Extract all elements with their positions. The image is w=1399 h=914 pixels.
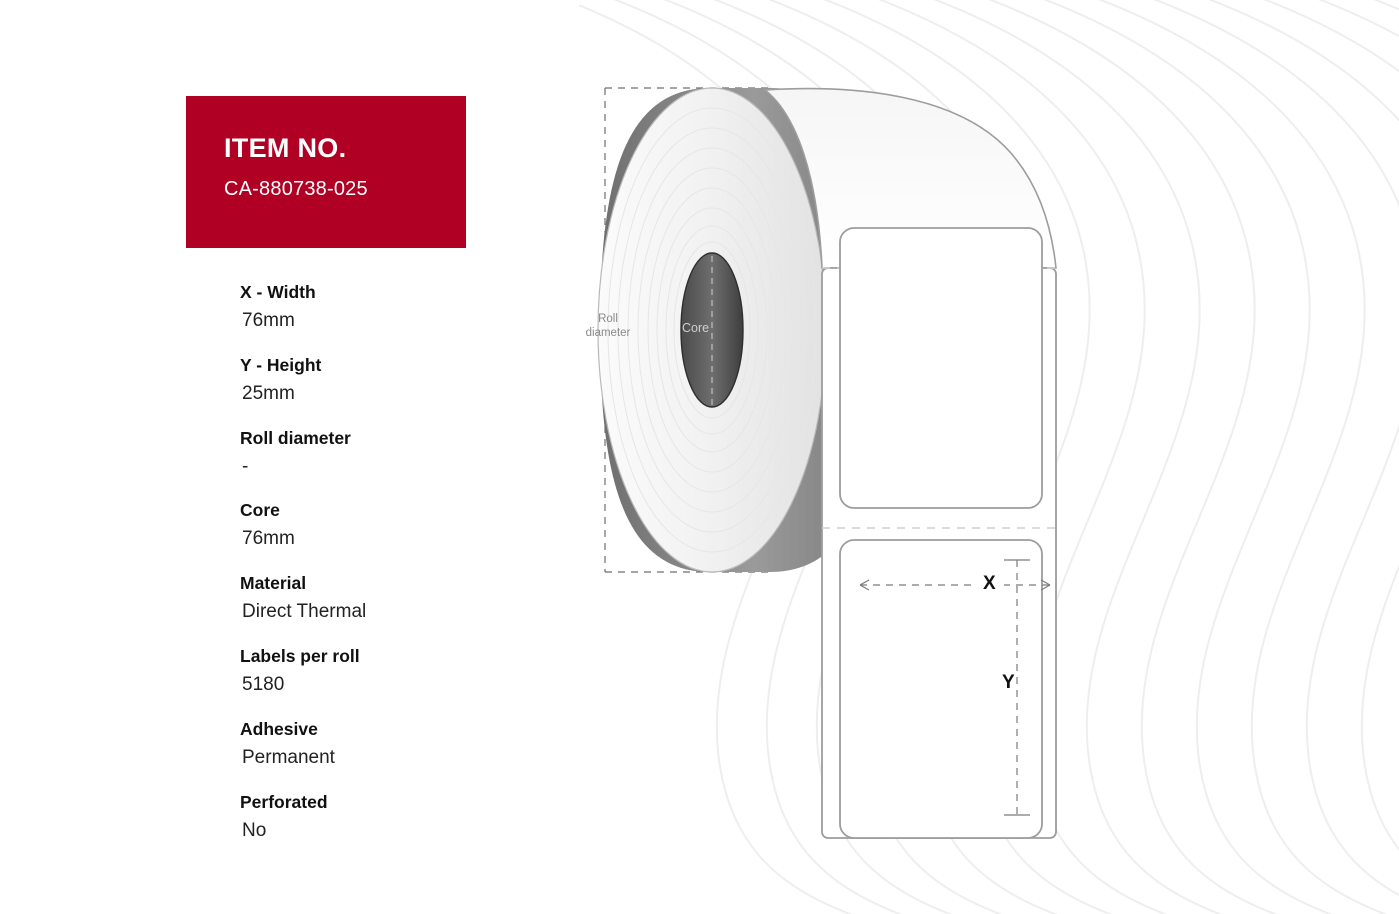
item-no-label: ITEM NO. — [224, 133, 347, 163]
label-roll-illustration — [560, 60, 1180, 880]
y-dimension-label: Y — [1002, 668, 1015, 698]
spec-value: 76mm — [242, 528, 295, 550]
spec-key: X - Width — [240, 282, 316, 302]
product-info-panel — [186, 96, 486, 864]
spec-row-core — [240, 500, 486, 551]
spec-value: 76mm — [242, 310, 295, 331]
spec-key: Perforated — [240, 791, 328, 812]
x-dimension-label: X — [975, 573, 1004, 595]
spec-key: Adhesive — [240, 718, 318, 739]
spec-key: Y - Height — [240, 354, 322, 375]
spec-key: Roll diameter — [240, 427, 351, 448]
label-face-upper — [840, 228, 1042, 508]
spec-key: Labels per roll — [240, 645, 360, 666]
specification-list — [186, 282, 486, 842]
spec-value: Permanent — [242, 746, 335, 768]
spec-value: Direct Thermal — [242, 601, 367, 623]
item-no-value: CA-880738-025 — [224, 178, 368, 201]
spec-value: 25mm — [242, 382, 295, 404]
roll-diameter-caption-line1: Roll — [598, 313, 618, 325]
core-label: Core — [682, 321, 710, 335]
spec-row-height — [240, 355, 486, 406]
spec-key: Material — [240, 573, 307, 594]
spec-row-perforated — [240, 792, 486, 843]
roll-diameter-caption-line2: diameter — [585, 327, 631, 340]
item-number-header — [186, 96, 466, 248]
spec-row-labels-per-roll — [240, 646, 486, 697]
spec-row-adhesive — [240, 719, 486, 770]
spec-value: - — [242, 455, 249, 477]
spec-row-material — [240, 573, 486, 624]
spec-value: No — [242, 819, 267, 841]
roll-diameter-caption — [573, 312, 643, 341]
spec-row-width — [240, 282, 486, 333]
spec-value: 5180 — [242, 673, 285, 695]
spec-row-roll-diameter — [240, 428, 486, 479]
spec-key: Core — [240, 500, 280, 521]
